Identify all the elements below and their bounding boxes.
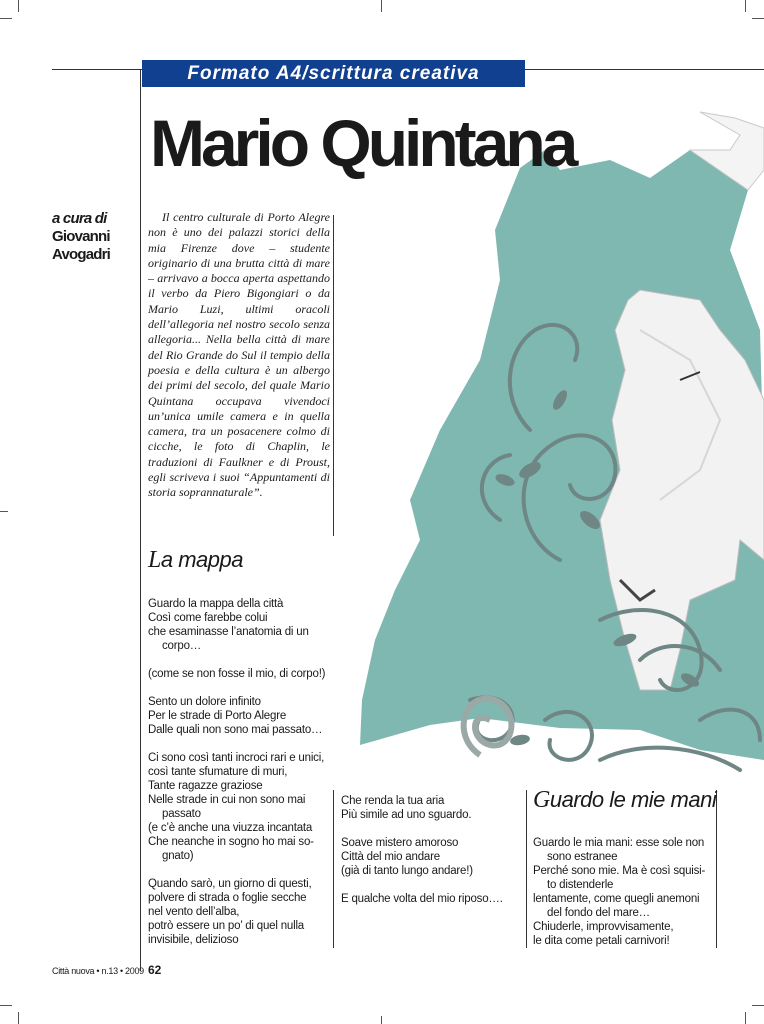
stanza-break bbox=[341, 822, 521, 836]
stanza-break bbox=[148, 681, 330, 695]
verse-line: polvere di strada o foglie secche bbox=[148, 892, 307, 904]
stanza-break bbox=[341, 878, 521, 892]
verse-line: lentamente, come quegli anemoni bbox=[533, 893, 700, 905]
verse-line: così tante sfumature di muri, bbox=[148, 766, 288, 778]
verse-line: Che renda la tua aria bbox=[341, 795, 445, 807]
margin-rule bbox=[140, 69, 141, 971]
poem-title-la-mappa bbox=[148, 547, 243, 574]
verse-line: (come se non fosse il mio, di corpo!) bbox=[148, 668, 326, 680]
verse-line: E qualche volta del mio riposo…. bbox=[341, 893, 503, 905]
poem-title-initial: G bbox=[533, 787, 550, 813]
verse-line: Nelle strade in cui non sono mai bbox=[148, 794, 306, 806]
section-banner: Formato A4/scrittura creativa bbox=[142, 60, 525, 87]
crop-mark bbox=[0, 511, 8, 512]
poem-la-mappa-column-1 bbox=[148, 597, 330, 947]
verse-line: che esaminasse l’anatomia di un bbox=[148, 626, 309, 638]
stanza-break bbox=[148, 653, 330, 667]
verse-line: (già di tanto lungo andare!) bbox=[341, 865, 473, 877]
verse-line: Così come farebbe colui bbox=[148, 612, 268, 624]
stanza-break bbox=[148, 737, 330, 751]
column-rule bbox=[333, 215, 334, 536]
crop-mark bbox=[0, 18, 12, 19]
verse-line: Quando sarò, un giorno di questi, bbox=[148, 878, 312, 890]
author-last-name: Avogadri bbox=[52, 246, 111, 263]
verse-line: Perché sono mie. Ma è così squisi- bbox=[533, 865, 706, 877]
stanza-break bbox=[148, 863, 330, 877]
verse-line: Dalle quali non sono mai passato… bbox=[148, 724, 323, 736]
column-rule bbox=[333, 790, 334, 948]
verse-line: Città del mio andare bbox=[341, 851, 440, 863]
verse-line: nel vento dell’alba, bbox=[148, 906, 240, 918]
torn-paper-illustration bbox=[330, 100, 764, 790]
verse-line: Che neanche in sogno ho mai so- bbox=[148, 836, 314, 848]
article-title: Mario Quintana bbox=[150, 106, 575, 180]
verse-line: Più simile ad uno sguardo. bbox=[341, 809, 472, 821]
verse-line: to distenderle bbox=[547, 879, 614, 891]
top-rule-right bbox=[525, 69, 764, 70]
verse-line: potrò essere un po’ di quel nulla bbox=[148, 920, 305, 932]
verse-line: Sento un dolore infinito bbox=[148, 696, 261, 708]
verse-line: Per le strade di Porto Alegre bbox=[148, 710, 287, 722]
verse-line: Tante ragazze graziose bbox=[148, 780, 263, 792]
crop-mark bbox=[0, 1005, 12, 1006]
author-first-name: Giovanni bbox=[52, 228, 110, 245]
poem-title-guardo-le-mie-mani bbox=[533, 787, 716, 814]
verse-line: Soave mistero amoroso bbox=[341, 837, 459, 849]
poem-title-initial: L bbox=[148, 547, 161, 573]
verse-line: corpo… bbox=[162, 640, 202, 652]
page-number: 62 bbox=[148, 963, 162, 977]
poem-la-mappa-column-2 bbox=[341, 794, 521, 906]
byline-lead: a cura di bbox=[52, 210, 107, 227]
crop-mark bbox=[752, 1005, 764, 1006]
crop-mark bbox=[18, 1012, 19, 1024]
verse-line: sono estranee bbox=[547, 851, 618, 863]
poem-title-text: uardo le mie mani bbox=[549, 787, 717, 812]
column-rule bbox=[526, 790, 527, 948]
crop-mark bbox=[752, 18, 764, 19]
verse-line: le dita come petali carnivori! bbox=[533, 935, 670, 947]
intro-paragraph: Il centro culturale di Porto Alegre non è uno dei palazzi storici della mia Firenze dove – studente originario di una brutta città di mare – arrivavo a bocca aperta aspettando il verbo da Piero Bigongiari o da Mario Luzi, ultimi oracoli dell’allegoria nel nostro secolo senza allegoria... Nella bella città di mare del Rio Grande do Sul il tempio della poesia e della cultura è un albergo dei primi del secolo, del quale Mario Quintana occupava vivendoci un’unica umile camera e in quella camera, tra un posacenere colmo di cicche, le foto di Chaplin, le traduzioni di Faulkner e di Proust, egli scriveva i suoi “Appuntamenti di storia soprannaturale”. bbox=[148, 210, 330, 500]
verse-line: passato bbox=[162, 808, 201, 820]
byline bbox=[52, 210, 136, 264]
verse-line: Guardo le mia mani: esse sole non bbox=[533, 837, 705, 849]
crop-mark bbox=[381, 1016, 382, 1024]
verse-line: Guardo la mappa della città bbox=[148, 598, 284, 610]
crop-mark bbox=[381, 0, 382, 12]
verse-line: Ci sono così tanti incroci rari e unici, bbox=[148, 752, 325, 764]
crop-mark bbox=[745, 1012, 746, 1024]
crop-mark bbox=[745, 0, 746, 12]
magazine-footer: Città nuova • n.13 • 2009 bbox=[52, 966, 144, 976]
poem-title-text: a mappa bbox=[160, 547, 243, 572]
verse-line: del fondo del mare… bbox=[547, 907, 650, 919]
verse-line: (e c’è anche una viuzza incantata bbox=[148, 822, 313, 834]
top-rule-left bbox=[52, 69, 142, 70]
poem-guardo-le-mie-mani bbox=[533, 836, 715, 948]
verse-line: invisibile, delizioso bbox=[148, 934, 239, 946]
crop-mark bbox=[18, 0, 19, 12]
verse-line: gnato) bbox=[162, 850, 194, 862]
verse-line: Chiuderle, improvvisamente, bbox=[533, 921, 674, 933]
